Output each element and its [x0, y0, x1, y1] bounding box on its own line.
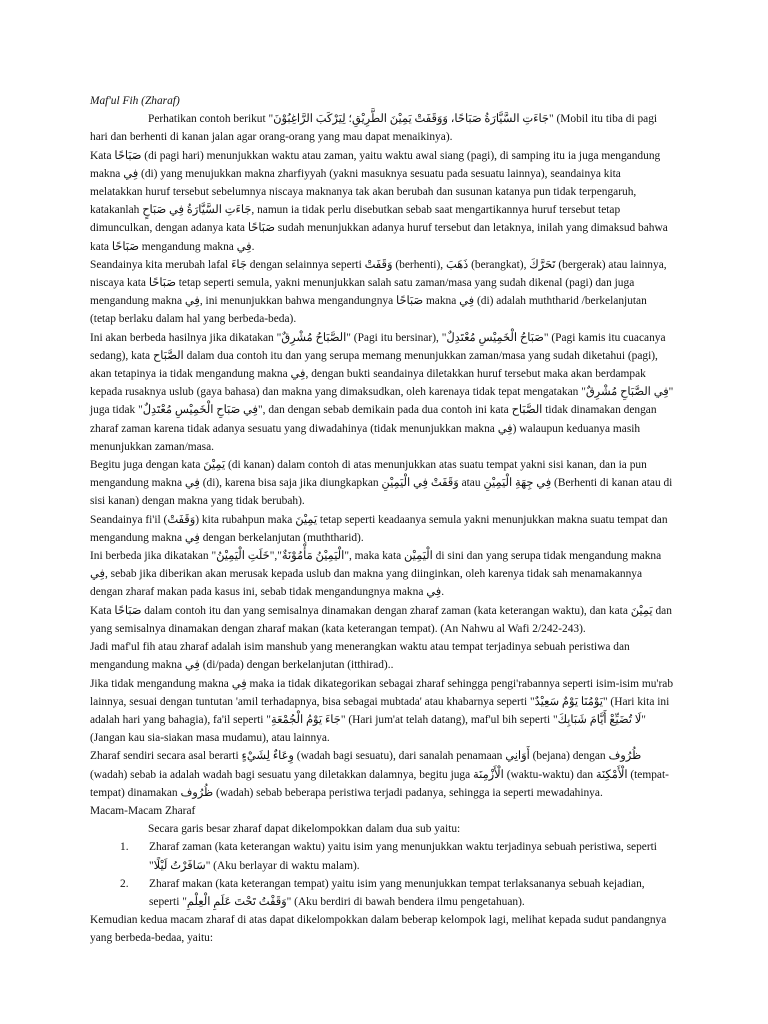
types-list — [90, 838, 675, 911]
paragraph-not-zharaf: Jika tidak mengandung makna فِي maka ia tidak dikategorikan sebagai zharaf sehingga pengi'rabannya seperti isim-isim mu'rab lainnya, sesuai dengan tuntutan 'amil terhadapnya, bisa sebagai mubtada' atau khabarnya seperti "يَوْمُنَا يَوْمٌ سَعِيْدٌ" (Hari kita ini adalah hari yang bahagia), fa'il seperti "جَاءَ يَوْمُ الْجُمْعَةِ" (Hari jum'at telah datang), maf'ul bih seperti "لَا تُضَيِّعْ أَيَّامَ شَبَابِكَ" (Jangan kau sia-siakan masa mudamu), atau lainnya. — [90, 677, 674, 745]
section-title: Maf'ul Fih (Zharaf) — [90, 95, 180, 107]
list-item-text: Zharaf zaman (kata keterangan waktu) yaitu isim yang menunjukkan waktu terjadinya sebuah peristiwa, seperti "سَافَرْتُ لَيْلًا" (Aku berlayar di waktu malam). — [149, 841, 657, 872]
list-item — [90, 838, 675, 874]
document-body — [90, 92, 675, 948]
paragraph-naming: Kata صَبَاحًا dalam contoh itu dan yang semisalnya dinamakan dengan zharaf zaman (kata keterangan waktu), dan kata يَمِيْنَ dan yang semisalnya dinamakan dengan zharaf makan (kata keterangan tempat). (An Nahwu al Wafi 2/242-243). — [90, 604, 672, 635]
paragraph-shabahan: Kata صَبَاحًا (di pagi hari) menunjukkan waktu atau zaman, yaitu waktu awal siang (pagi), di samping itu ia juga mengandung makna فِي (di) yang menujukkan makna zharfiyyah (yakni masuknya sesuatu pada sesuatu lainnya), seandainya kita melatakkan huruf tersebut sebelumnya niscaya maknanya tak akan berubah dan susunan katanya pun tidak terpengaruh, katakanlah جَاءَتِ السَّيَّارَةُ فِي صَبَاحٍ, namun ia tidak perlu disebutkan sebab saat mengartikannya huruf tersebut tetap dimunculkan, dengan adanya kata صَبَاحًا sudah menunjukkan adanya huruf tersebut dan letaknya, inilah yang dimaksud bahwa kata صَبَاحًا mengandung makna فِي. — [90, 149, 668, 253]
list-item — [90, 875, 675, 911]
list-number: 2. — [120, 877, 129, 890]
paragraph-definition: Jadi maf'ul fih atau zharaf adalah isim manshub yang menerangkan waktu atau tempat terjadinya sebuah peristiwa dan mengandung makna فِي (di/pada) dengan berkelanjutan (itthirad).. — [90, 641, 630, 672]
list-item-text: Zharaf makan (kata keterangan tempat) yaitu isim yang menunjukkan tempat terlaksananya sebuah kejadian, seperti "وَقَفْتُ تَحْتَ عَلَمِ الْعِلْمِ" (Aku berdiri di bawah bendera ilmu pengetahuan). — [149, 877, 645, 908]
paragraph-types-intro: Secara garis besar zharaf dapat dikelompokkan dalam dua sub yaitu: — [148, 823, 461, 836]
paragraph-intro-example: Perhatikan contoh berikut "جَاءَتِ السَّيَّارَةُ صَبَاحًا، وَوَقَفَتْ يَمِيْنَ الطَّرِيْقِ؛ لِيَرْكَبَ الرَّاغِبُوْنَ" (Mobil itu tiba di pagi hari dan berhenti di kanan jalan agar orang-orang yang mau dapat menaikinya). — [90, 113, 658, 144]
subheading-types: Macam-Macam Zharaf — [90, 804, 196, 817]
list-number: 1. — [120, 841, 129, 854]
paragraph-origin: Zharaf sendiri secara asal berarti وِعَاءٌ لِشَيْءٍ (wadah bagi sesuatu), dari sanalah penamaan أَوَانِي (bejana) dengan ظُرُوف (wadah) sebab ia adalah wadah bagi sesuatu yang diletakkan dalamnya, begitu juga الْأَزْمِنَة (waktu-waktu) dan الْأَمْكِنَة (tempat-tempat) dinamakan ظُرُوف (wadah) sebab beberapa peristiwa terjadi padanya, sehingga ia seperti mewadahinya. — [90, 750, 669, 799]
paragraph-change-fiil: Seandainya fi'il (وَقَفَتْ) kita rubahpun maka يَمِيْنَ tetap seperti keadaanya semula yakni menunjukkan makna suatu tempat dan mengandung makna فِي dengan berkelanjutan (muththarid). — [90, 513, 668, 544]
paragraph-different-result: Ini akan berbeda hasilnya jika dikatakan "الصَّبَاحُ مُشْرِقٌ" (Pagi itu bersinar), "صَبَاحُ الْخَمِيْسِ مُعْتَدِلٌ" (Pagi kamis itu cuacanya sedang), kata الصَّبَاح dalam dua contoh itu dan yang serupa memang menunjukkan zaman/masa yang sudah diketahui (pagi), akan tetapinya ia tidak mengandung makna فِي, dengan bukti seandainya diletakkan huruf tersebut maka akan berdampak kepada rusaknya uslub (gaya bahasa) dan makna yang dimaksudkan, oleh karenaya tidak tepat mengatakan "فِي الصَّبَاحِ مُشْرِقٌ" juga tidak "فِي صَبَاحِ الْخَمِيْسِ مُعْتَدِلٌ", dan dengan sebab demikain pada dua contoh ini kata الصَّبَاح tidak dinamakan dengan zharaf zaman karena tidak adanya sesuatu yang diwadahinya (tidak menunjukkan makna فِي) walaupun keduanya masih menunjukkan zaman/masa. — [90, 331, 674, 453]
paragraph-change-verb: Seandainya kita merubah lafal جَاءَ dengan selainnya seperti وَقَفَتْ (berhenti), ذَهَبَ (berangkat), تَحَرَّكَ (bergerak) atau lainnya, niscaya kata صَبَاحًا tetap seperti semula, yakni menunjukkan salah satu zaman/masa yang sudah dikenal (pagi) dan juga mengandung makna فِي, ini menunjukkan bahwa mengandungnya صَبَاحًا makna فِي (di) adalah muththarid /berkelanjutan (tetap berlaku dalam hal yang berbeda-beda). — [90, 258, 667, 326]
paragraph-yamin-different: Ini berbeda jika dikatakan "الْيَمِيْنُ مَأْمُوْنَةٌ","خَلَتِ الْيَمِيْنُ", maka kata الْيَمِيْن di sini dan yang serupa tidak mengandung makna فِي, sebab jika diberikan akan merusak kepada uslub dan makna yang diinginkan, oleh karenya tidak sah menamakannya dengan zharaf makan pada kasus ini, sebab tidak mengandungnya makna فِي. — [90, 550, 662, 599]
paragraph-yamin: Begitu juga dengan kata يَمِيْنَ (di kanan) dalam contoh di atas menunjukkan atas suatu tempat yakni sisi kanan, dan ia pun mengandung makna فِي (di), karena bisa saja jika diungkapkan وَقَفَتْ فِي الْيَمِيْنِ atau فِي جِهَةِ الْيَمِيْنِ (Berhenti di kanan atau di sisi kanan) dengan makna yang tidak berubah). — [90, 459, 673, 508]
paragraph-closing: Kemudian kedua macam zharaf di atas dapat dikelompokkan dalam beberap kelompok lagi, melihat kepada sudut pandangnya yang berbeda-bedaa, yaitu: — [90, 914, 667, 945]
